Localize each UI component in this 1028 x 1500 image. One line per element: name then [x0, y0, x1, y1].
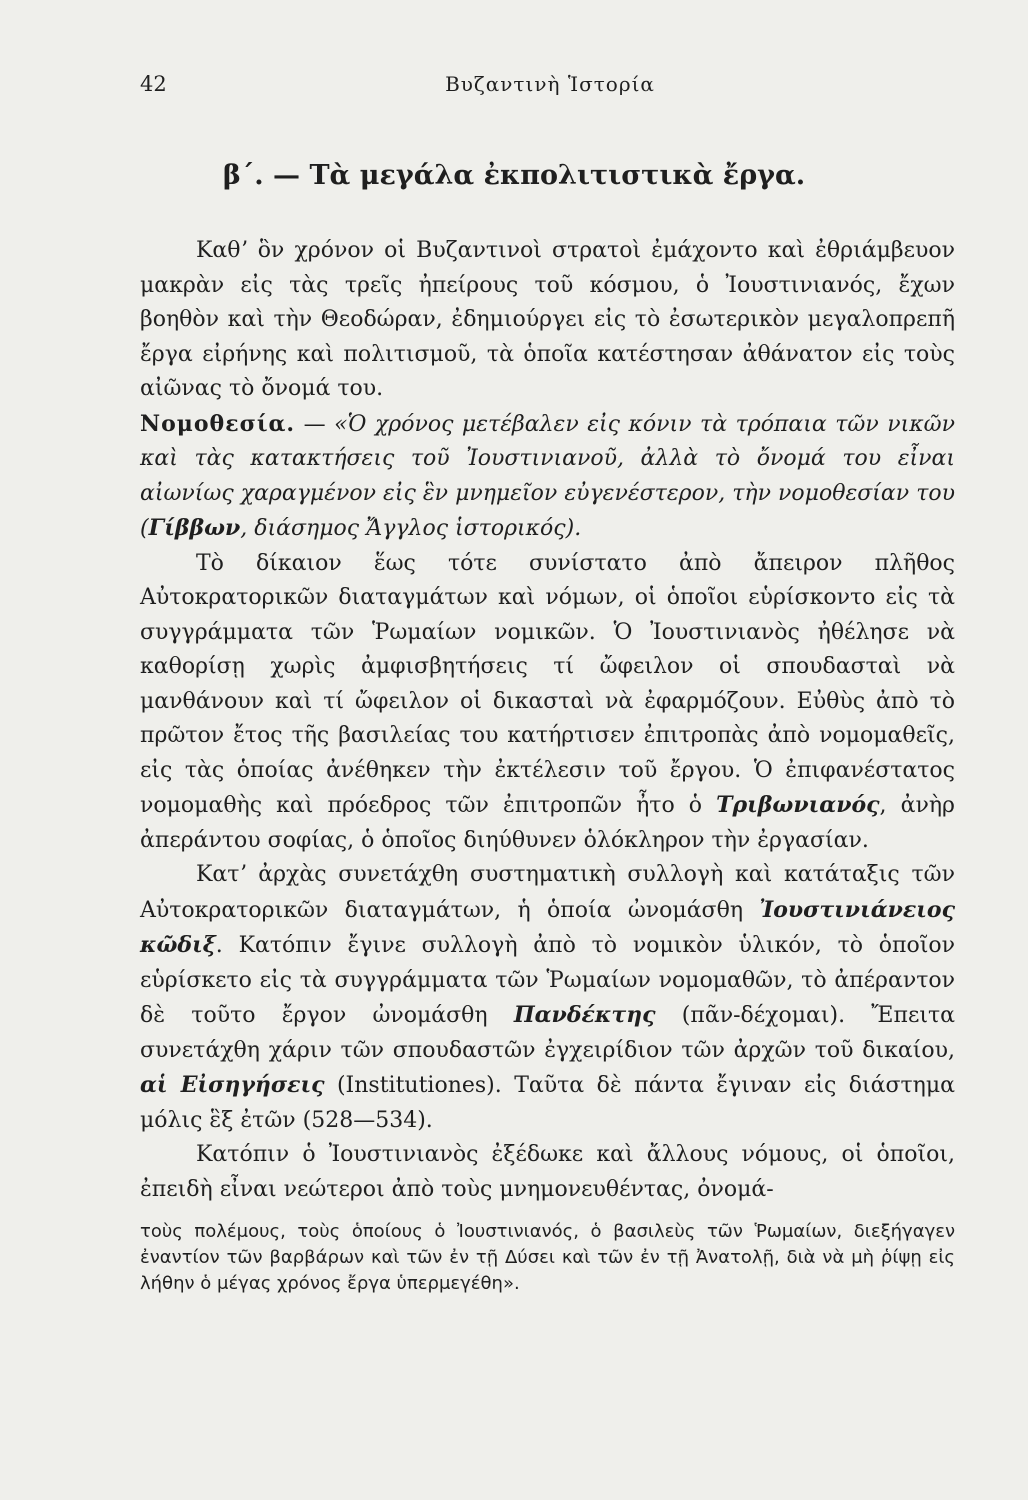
running-title: Βυζαντινὴ Ἱστορία: [445, 72, 655, 96]
p3-text-a: Τὸ δίκαιον ἕως τότε συνίστατο ἀπὸ ἄπειρον πλῆθος Αὐτοκρατορικῶν διαταγμάτων καὶ νόμων, οἱ ὁποῖοι εὑρίσκοντο εἰς τὰ συγγράμματα τῶν Ῥωμαίων νομικῶν. Ὁ Ἰουστινιανὸς ἠθέλησε νὰ καθορίσῃ χωρὶς ἀμφισβητήσεις τί ὤφειλον οἱ σπουδασταὶ νὰ μανθάνουν καὶ τί ὤφειλον οἱ δικασταὶ νὰ ἐφαρμόζουν. Εὐθὺς ἀπὸ τὸ πρῶτον ἔτος τῆς βασιλείας του κατήρτισεν ἐπιτροπὰς ἀπὸ νομομαθεῖς, εἰς τὰς ὁποίας ἀνέθηκεν τὴν ἐκτέλεσιν τοῦ ἔργου. Ὁ ἐπιφανέστατος νομομαθὴς καὶ πρόεδρος τῶν ἐπιτροπῶν ἦτο ὁ: [140, 550, 955, 818]
dash: —: [295, 411, 335, 437]
p4-text-c: (πᾶν-δέχομαι). Ἔπειτα συνετάχθη χάριν τῶν σπουδαστῶν ἐγχειρίδιον τῶν ἀρχῶν τοῦ δικαίου,: [140, 1003, 955, 1063]
page-number: 42: [140, 72, 167, 96]
term-codex: Ἰουστινιάνειος κῶδιξ: [140, 896, 955, 958]
paragraph-3: [140, 547, 955, 859]
p4-text-d: (Institutiones). Ταῦτα δὲ πάντα ἔγιναν εἰς διάστημα μόλις ἓξ ἐτῶν (528—534).: [140, 1073, 955, 1133]
paragraph-2: [140, 407, 955, 547]
paragraph-4: [140, 858, 955, 1138]
paragraph-5: Κατόπιν ὁ Ἰουστινιανὸς ἐξέδωκε καὶ ἄλλους νόμους, οἱ ὁποῖοι, ἐπειδὴ εἶναι νεώτεροι ἀπὸ τοὺς μνημονευθέντας, ὀνομά-: [140, 1142, 955, 1202]
page-header: [140, 72, 960, 102]
text-body: [140, 234, 955, 1315]
term-pandects: Πανδέκτης: [513, 1002, 656, 1028]
gibbon-quote: «Ὁ χρόνος μετέβαλεν εἰς κόνιν τὰ τρόπαια τῶν νικῶν καὶ τὰς κατακτήσεις τοῦ Ἰουστινιανοῦ, ἀλλὰ τὸ ὄνομά του εἶναι αἰωνίως χαραγμένον εἰς ἓν μνημεῖον εὐγενέστερον, τὴν νομοθεσίαν του: [140, 411, 955, 506]
footnote: τοὺς πολέμους, τοὺς ὁποίους ὁ Ἰουστινιανός, ὁ βασιλεὺς τῶν Ῥωμαίων, διεξήγαγεν ἐναντίον τῶν βαρβάρων καὶ τῶν ἐν τῇ Δύσει καὶ τῶν ἐν τῇ Ἀνατολῇ, διὰ νὰ μὴ ῥίψῃ εἰς λήθην ὁ μέγας χρόνος ἔργα ὑπερμεγέθη».: [140, 1221, 955, 1294]
paragraph-1: Καθʼ ὃν χρόνον οἱ Βυζαντινοὶ στρατοὶ ἐμάχοντο καὶ ἐθριάμβευον μακρὰν εἰς τὰς τρεῖς ἠπείρους τοῦ κόσμου, ὁ Ἰουστινιανός, ἔχων βοηθὸν καὶ τὴν Θεοδώραν, ἐδημιούργει εἰς τὸ ἐσωτερικὸν μεγαλοπρεπῆ ἔργα εἰρήνης καὶ πολιτισμοῦ, τὰ ὁποῖα κατέστησαν ἀθάνατον εἰς τοὺς αἰῶνας τὸ ὄνομά του.: [140, 238, 955, 401]
section-title: β΄. — Τὰ μεγάλα ἐκπολιτιστικὰ ἔργα.: [222, 160, 806, 191]
attribution-rest: , διάσημος Ἄγγλος ἱστορικός).: [240, 516, 582, 541]
subheading-legislation: Νομοθεσία.: [140, 410, 296, 437]
term-institutes: αἱ Εἰσηγήσεις: [140, 1072, 325, 1098]
p4-text-a: Κατʼ ἀρχὰς συνετάχθη συστηματικὴ συλλογὴ καὶ κατάταξις τῶν Αὐτοκρατορικῶν διαταγμάτων, ἡ ὁποία ὠνομάσθη: [140, 862, 955, 923]
p4-text-b: . Κατόπιν ἔγινε συλλογὴ ἀπὸ τὸ νομικὸν ὑλικόν, τὸ ὁποῖον εὑρίσκετο εἰς τὰ συγγράμματα τῶν Ῥωμαίων νομομαθῶν, τὸ ἀπέραντον δὲ τοῦτο ἔργον ὠνομάσθη: [140, 933, 955, 1028]
attribution-open: (: [140, 516, 149, 541]
p3-text-b: , ἀνὴρ ἀπεράντου σοφίας, ὁ ὁποῖος διηύθυνεν ὁλόκληρον τὴν ἐργασίαν.: [140, 793, 955, 853]
term-tribonian: Τριβωνιανός: [716, 792, 880, 818]
author-name: Γίββων: [148, 515, 241, 541]
